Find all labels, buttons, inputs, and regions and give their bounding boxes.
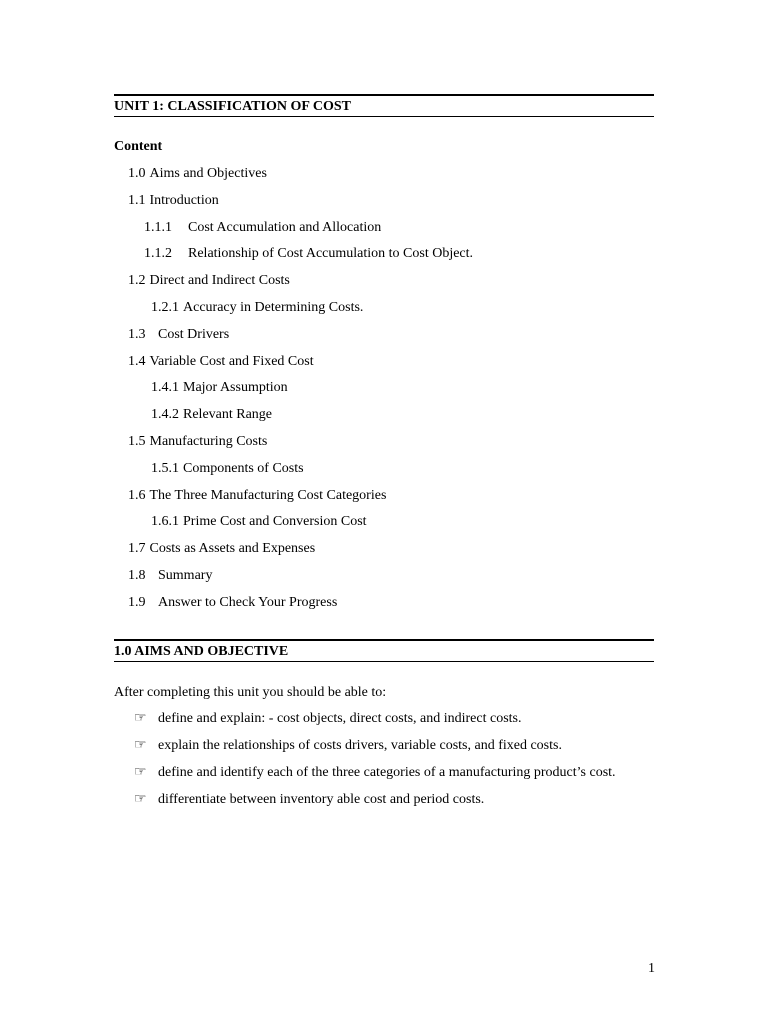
toc-item bbox=[151, 406, 272, 424]
toc-number: 1.2.1 bbox=[151, 300, 179, 315]
toc-item bbox=[128, 540, 315, 558]
pointing-hand-icon: ☞ bbox=[134, 711, 147, 726]
toc-item bbox=[151, 460, 304, 478]
toc-text: Costs as Assets and Expenses bbox=[149, 541, 316, 557]
toc-text: Relationship of Cost Accumulation to Cost Object. bbox=[188, 246, 474, 262]
toc-item bbox=[151, 299, 363, 317]
toc-item bbox=[128, 192, 219, 210]
toc-item bbox=[144, 219, 381, 237]
toc-number: 1.9 bbox=[128, 594, 146, 610]
toc-text: Answer to Check Your Progress bbox=[158, 594, 338, 610]
pointing-hand-icon: ☞ bbox=[134, 765, 147, 780]
toc-number: 1.1 bbox=[128, 192, 146, 208]
content-label: Content bbox=[114, 139, 163, 154]
toc-text: Direct and Indirect Costs bbox=[149, 273, 290, 289]
toc-item bbox=[151, 379, 288, 397]
list-item-text: define and identify each of the three categories of a manufacturing product’s cost. bbox=[158, 765, 616, 780]
toc-number: 1.6 bbox=[128, 487, 146, 503]
section-heading: 1.0 AIMS AND OBJECTIVE bbox=[114, 639, 654, 662]
toc-text: Accuracy in Determining Costs. bbox=[183, 300, 364, 315]
toc-number: 1.4.1 bbox=[151, 380, 179, 396]
objectives-list bbox=[134, 710, 616, 818]
list-item bbox=[134, 791, 616, 818]
toc-number: 1.5 bbox=[128, 434, 146, 449]
toc-number: 1.5.1 bbox=[151, 460, 179, 476]
toc-number: 1.1.2 bbox=[144, 246, 172, 262]
toc-text: Prime Cost and Conversion Cost bbox=[183, 514, 367, 530]
toc-item bbox=[128, 594, 337, 612]
toc-text: Introduction bbox=[149, 192, 219, 208]
toc-number: 1.6.1 bbox=[151, 514, 179, 530]
list-item bbox=[134, 764, 616, 791]
toc-item bbox=[128, 272, 290, 290]
toc-item bbox=[128, 487, 386, 505]
page-number: 1 bbox=[648, 961, 655, 976]
toc-item bbox=[128, 353, 314, 371]
toc-text: Cost Drivers bbox=[158, 326, 230, 342]
toc-item bbox=[128, 433, 267, 451]
toc-number: 1.2 bbox=[128, 273, 146, 289]
toc-number: 1.1.1 bbox=[144, 219, 172, 235]
toc-number: 1.4.2 bbox=[151, 407, 179, 423]
toc-item bbox=[128, 567, 212, 585]
toc-text: Manufacturing Costs bbox=[149, 434, 268, 449]
toc-text: Variable Cost and Fixed Cost bbox=[149, 353, 314, 369]
toc-text: Components of Costs bbox=[183, 460, 304, 476]
unit-title: UNIT 1: CLASSIFICATION OF COST bbox=[114, 94, 654, 117]
toc-text: Relevant Range bbox=[183, 407, 273, 423]
toc-text: Cost Accumulation and Allocation bbox=[188, 219, 382, 235]
list-item bbox=[134, 737, 616, 764]
toc-text: Major Assumption bbox=[183, 380, 288, 396]
toc-number: 1.7 bbox=[128, 541, 146, 557]
pointing-hand-icon: ☞ bbox=[134, 792, 147, 807]
toc-number: 1.0 bbox=[128, 166, 146, 181]
toc-item bbox=[128, 165, 267, 183]
toc-item bbox=[128, 326, 229, 344]
toc-number: 1.8 bbox=[128, 568, 146, 583]
list-item-text: define and explain: - cost objects, direct costs, and indirect costs. bbox=[158, 711, 522, 726]
toc-number: 1.3 bbox=[128, 326, 146, 342]
list-item-text: explain the relationships of costs drivers, variable costs, and fixed costs. bbox=[158, 738, 562, 753]
toc-item bbox=[144, 245, 473, 263]
toc-number: 1.4 bbox=[128, 353, 146, 369]
toc-text: Summary bbox=[158, 568, 213, 583]
toc-text: The Three Manufacturing Cost Categories bbox=[149, 487, 387, 503]
list-item-text: differentiate between inventory able cost and period costs. bbox=[158, 792, 485, 807]
toc-item bbox=[151, 513, 367, 531]
list-item bbox=[134, 710, 616, 737]
intro-text: After completing this unit you should be able to: bbox=[114, 685, 387, 700]
pointing-hand-icon: ☞ bbox=[134, 738, 147, 753]
toc-text: Aims and Objectives bbox=[149, 166, 267, 181]
